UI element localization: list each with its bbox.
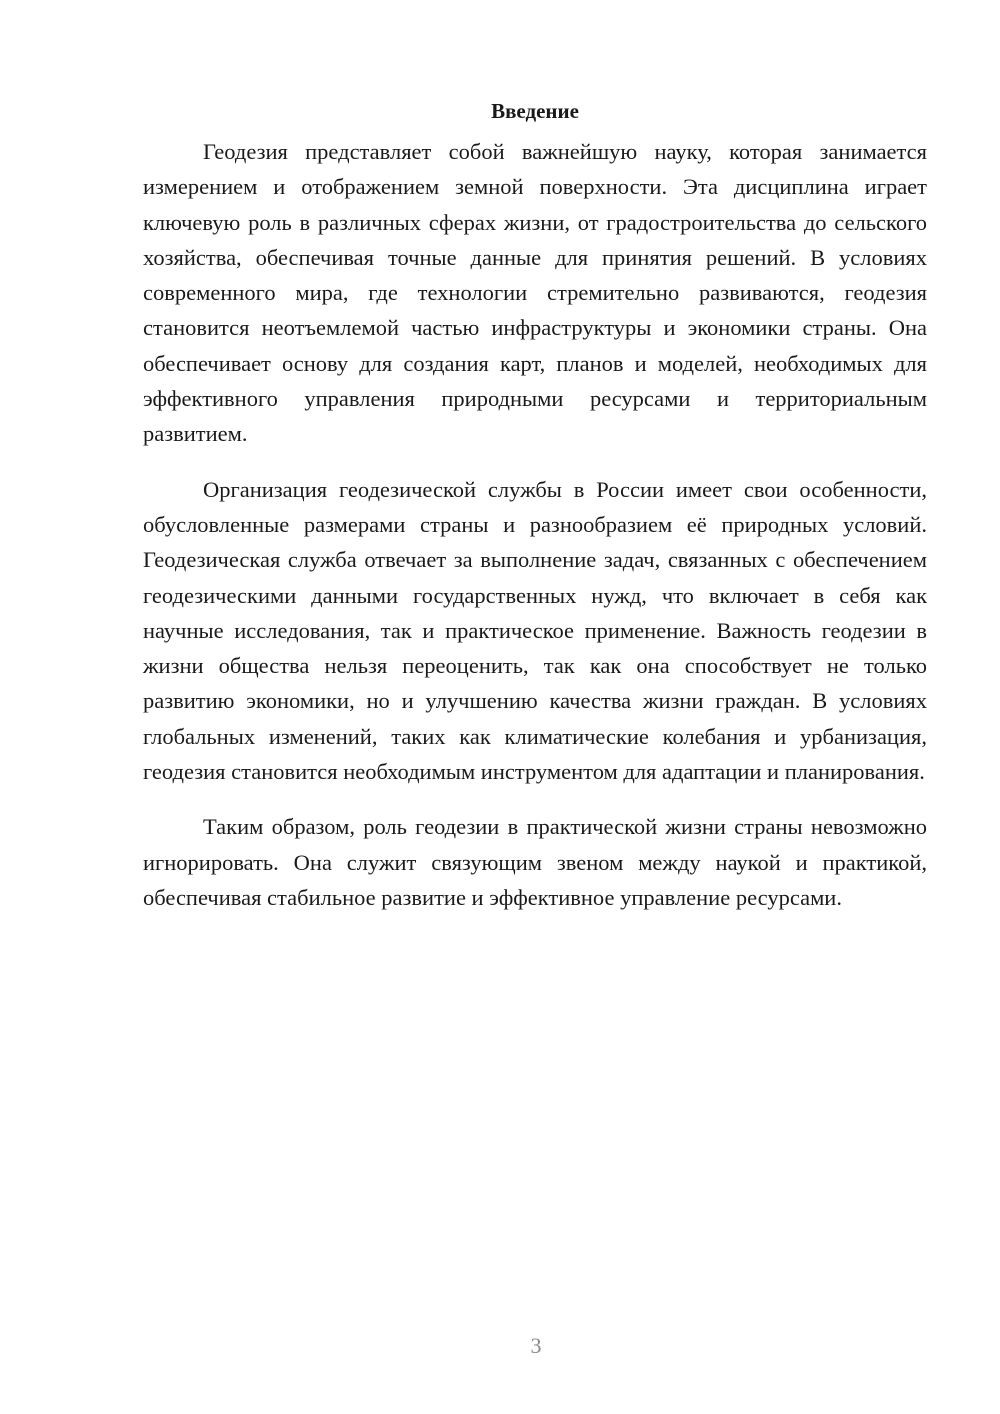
page-content	[143, 96, 927, 935]
section-title: Введение	[491, 99, 579, 123]
paragraph-3: Таким образом, роль геодезии в практической жизни страны невозможно игнорировать. Она служит связующим звеном между наукой и практикой, обеспечивая стабильное развитие и эффективное управление ресурсами.	[143, 814, 927, 910]
paragraph-1: Геодезия представляет собой важнейшую науку, которая занимается измерением и отображением земной поверхности. Эта дисциплина играет ключевую роль в различных сферах жизни, от градостроительства до сельского хозяйства, обеспечивая точные данные для принятия решений. В условиях современного мира, где технологии стремительно развиваются, геодезия становится неотъемлемой частью инфраструктуры и экономики страны. Она обеспечивает основу для создания карт, планов и моделей, необходимых для эффективного управления природными ресурсами и территориальным развитием.	[143, 139, 927, 447]
paragraph-2: Организация геодезической службы в России имеет свои особенности, обусловленные размерами страны и разнообразием её природных условий. Геодезическая служба отвечает за выполнение задач, связанных с обеспечением геодезическими данными государственных нужд, что включает в себя как научные исследования, так и практическое применение. Важность геодезии в жизни общества нельзя переоценить, так как она способствует не только развитию экономики, но и улучшению качества жизни граждан. В условиях глобальных изменений, таких как климатические колебания и урбанизация, геодезия становится необходимым инструментом для адаптации и планирования.	[143, 476, 927, 785]
page-number: 3	[530, 1333, 542, 1358]
